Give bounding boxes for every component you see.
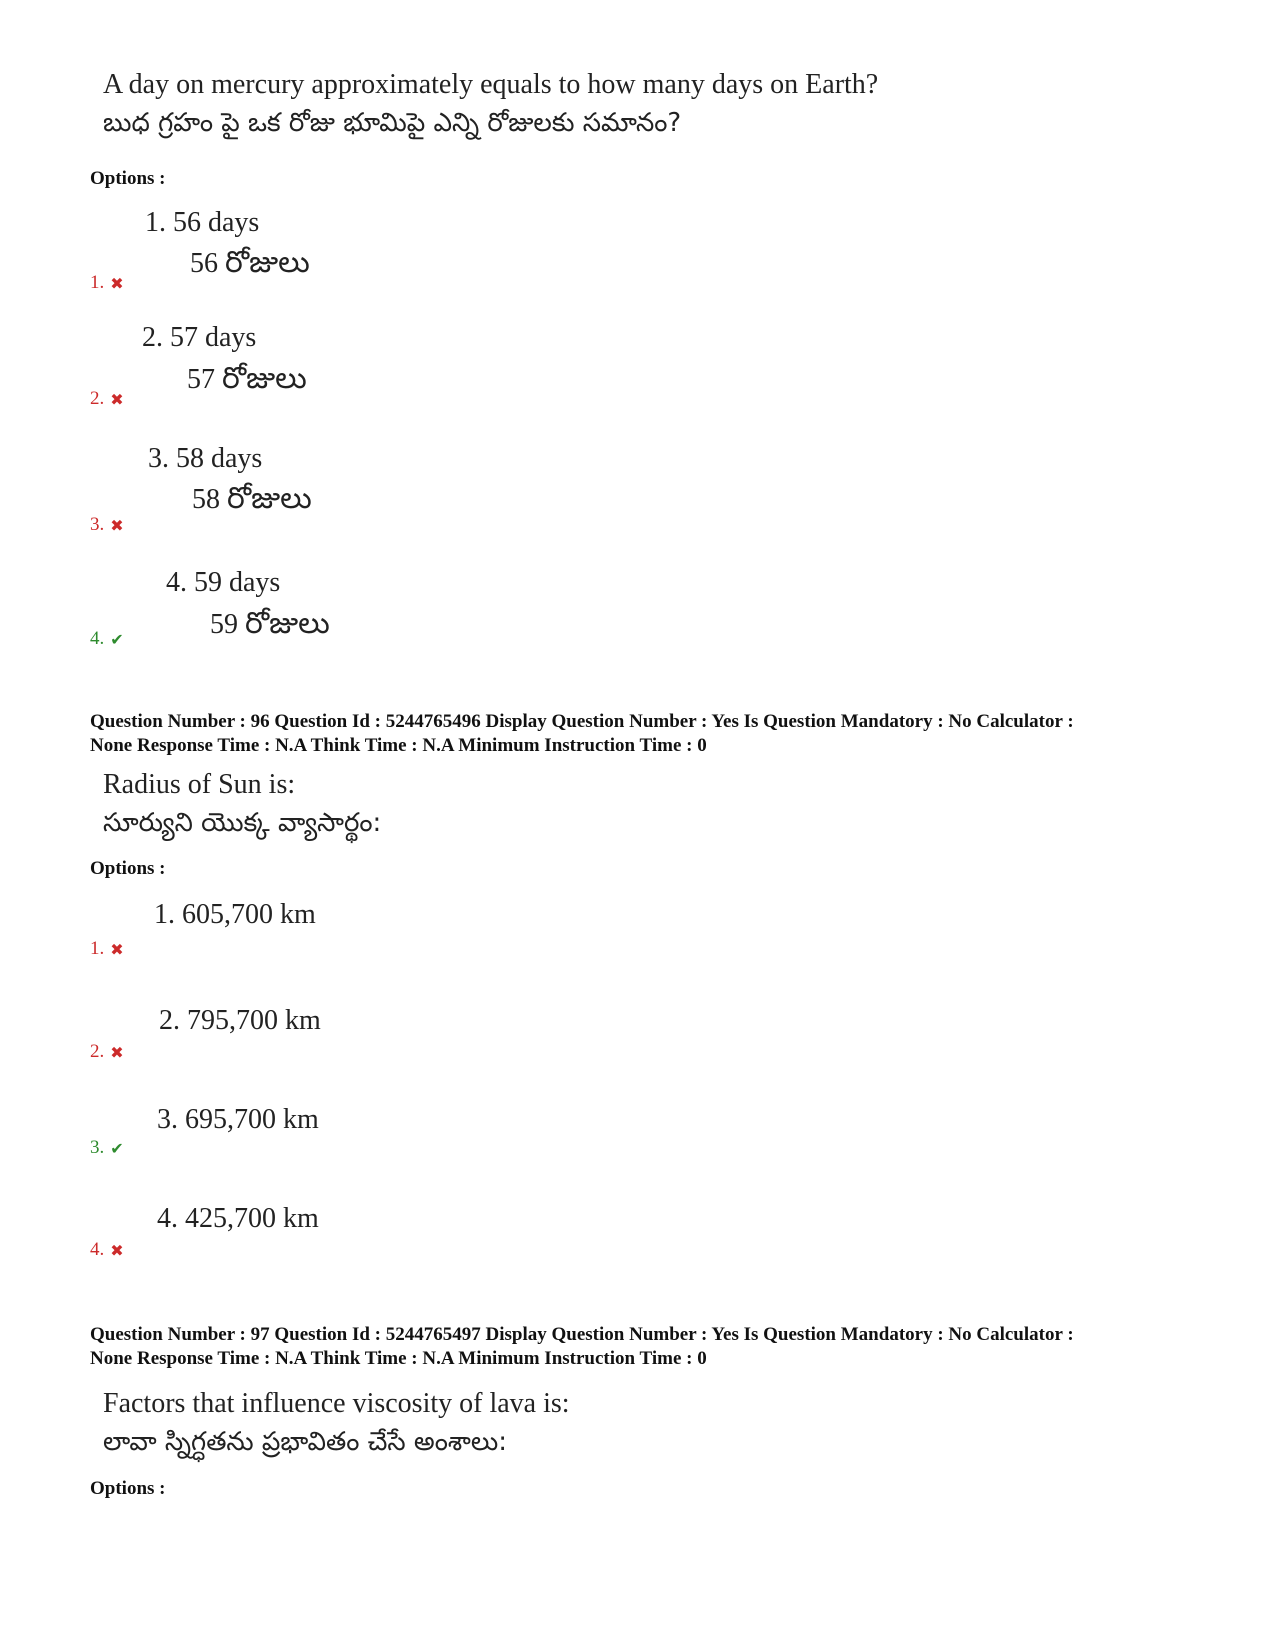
q95-question-text: [103, 66, 878, 142]
q95-option-4-te: [210, 606, 330, 648]
q97-question-text: [103, 1385, 570, 1461]
check-icon: ✔: [110, 629, 124, 649]
q95-option-2-marker: [90, 388, 124, 410]
q97-meta: [90, 1323, 1074, 1371]
q95-option-4-marker: [90, 628, 124, 650]
q97-options-label: Options :: [90, 1478, 166, 1499]
q97-question-en: Factors that influence viscosity of lava is:: [103, 1388, 570, 1419]
q95-option-3-en: 3. 58 days: [148, 443, 263, 474]
q96-option-2-number: 2.: [90, 1041, 105, 1062]
q95-option-1-marker: [90, 272, 124, 294]
q96-question-text: [103, 766, 381, 842]
q96-meta-line-1: Question Number : 96 Question Id : 5244765496 Display Question Number : Yes Is Question Mandatory : No Calculator :: [90, 711, 1074, 732]
q96-option-4-text: 4. 425,700 km: [157, 1203, 319, 1234]
q96-option-3-marker: [90, 1137, 124, 1159]
q97-meta-line-1: Question Number : 97 Question Id : 5244765497 Display Question Number : Yes Is Question Mandatory : No Calculator :: [90, 1324, 1074, 1345]
q95-option-1-te-word: రోజులు: [225, 245, 310, 280]
q95-option-4-en: 4. 59 days: [166, 567, 281, 598]
cross-icon: ✖: [110, 1240, 124, 1260]
cross-icon: ✖: [110, 273, 124, 293]
q95-option-4-te-word: రోజులు: [245, 606, 330, 641]
q95-option-3-te-word: రోజులు: [227, 481, 312, 516]
q95-option-1-te-number: 56: [190, 248, 218, 279]
q95-question-en: A day on mercury approximately equals to how many days on Earth?: [103, 69, 879, 100]
q95-option-1-te: [190, 245, 310, 287]
q95-option-3-marker: [90, 514, 124, 536]
q95-options-label: Options :: [90, 168, 166, 189]
cross-icon: ✖: [110, 515, 124, 535]
cross-icon: ✖: [110, 1042, 124, 1062]
q95-option-2-te-number: 57: [187, 364, 215, 395]
q96-option-2-text: 2. 795,700 km: [159, 1005, 321, 1036]
q96-option-4-number: 4.: [90, 1239, 105, 1260]
q96-options-label: Options :: [90, 858, 166, 879]
q95-option-3-te-number: 58: [192, 484, 220, 515]
q95-option-2-te: [187, 361, 307, 403]
q96-option-2-marker: [90, 1041, 124, 1063]
q96-option-4-marker: [90, 1239, 124, 1261]
q96-question-te: సూర్యుని యొక్క వ్యాసార్థం:: [103, 808, 382, 838]
cross-icon: ✖: [110, 939, 124, 959]
q97-meta-line-2: None Response Time : N.A Think Time : N.A Minimum Instruction Time : 0: [90, 1348, 707, 1369]
check-icon: ✔: [110, 1138, 124, 1158]
cross-icon: ✖: [110, 389, 124, 409]
q95-option-3-te: [192, 481, 312, 523]
q95-option-4-number: 4.: [90, 628, 105, 649]
q96-option-1-number: 1.: [90, 938, 105, 959]
q95-option-2-te-word: రోజులు: [222, 361, 307, 396]
q95-option-3-number: 3.: [90, 514, 105, 535]
q96-meta-line-2: None Response Time : N.A Think Time : N.A Minimum Instruction Time : 0: [90, 735, 707, 756]
q96-option-3-text: 3. 695,700 km: [157, 1104, 319, 1135]
q95-option-1-number: 1.: [90, 272, 105, 293]
q96-option-1-text: 1. 605,700 km: [154, 899, 316, 930]
q95-option-2-en: 2. 57 days: [142, 322, 257, 353]
q96-option-3-number: 3.: [90, 1137, 105, 1158]
q95-option-1-en: 1. 56 days: [145, 207, 260, 238]
q96-meta: [90, 710, 1074, 758]
q96-question-en: Radius of Sun is:: [103, 769, 296, 800]
q97-question-te: లావా స్నిగ్ధతను ప్రభావితం చేసే అంశాలు:: [103, 1427, 508, 1457]
q95-option-2-number: 2.: [90, 388, 105, 409]
q96-option-1-marker: [90, 938, 124, 960]
q95-option-4-te-number: 59: [210, 609, 238, 640]
q95-question-te: బుధ గ్రహం పై ఒక రోజు భూమిపై ఎన్ని రోజులకు సమానం?: [103, 108, 682, 138]
